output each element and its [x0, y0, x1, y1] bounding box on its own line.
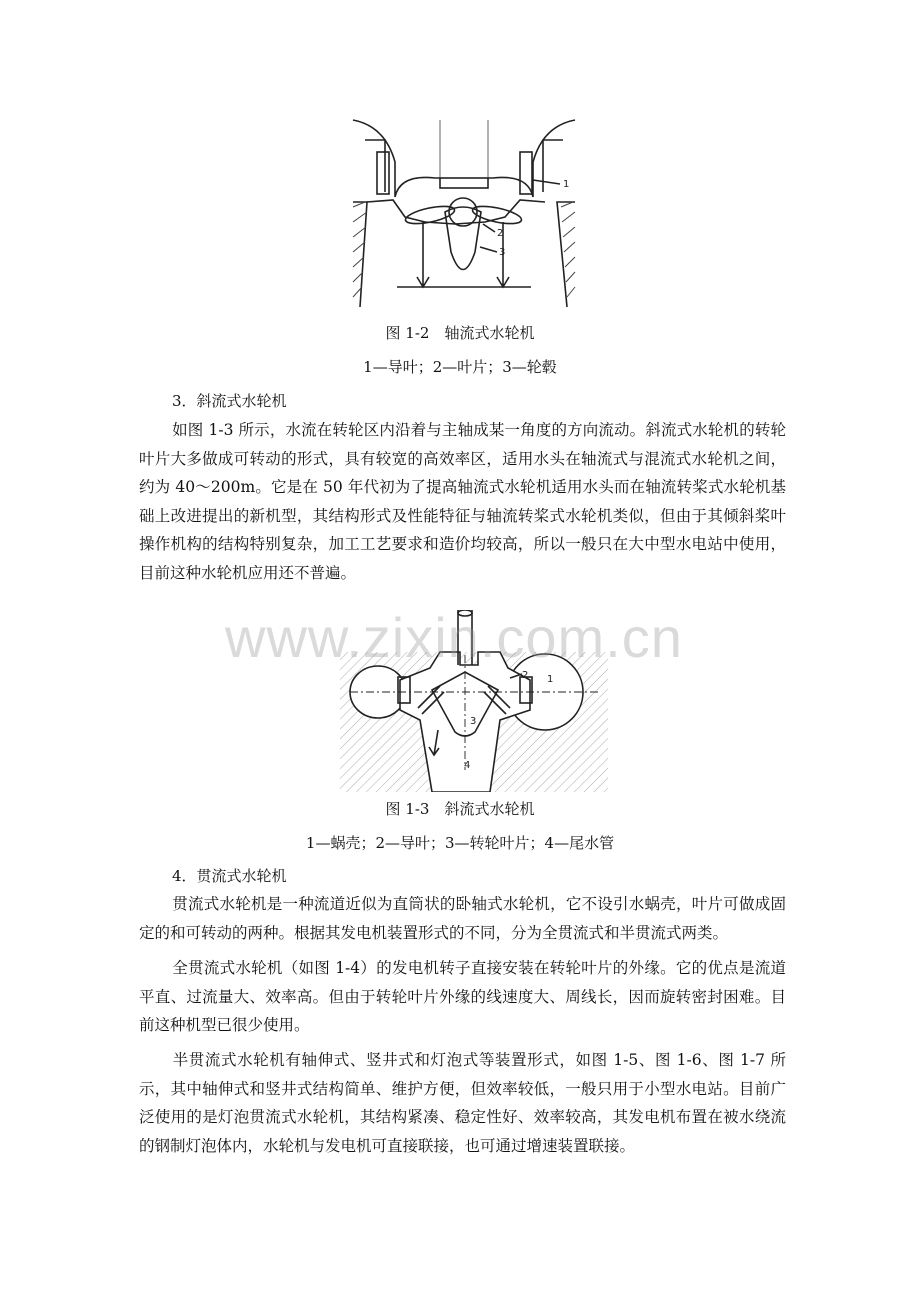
fig13-label-2: 2	[522, 670, 529, 681]
figure-1-3-caption: 图 1-3 斜流式水轮机	[385, 800, 535, 818]
section-4-heading: 4．贯流式水轮机	[172, 867, 287, 885]
watermark: www.zixin.com.cn	[225, 606, 683, 669]
fig13-label-1: 1	[547, 674, 554, 685]
section-3-paragraph	[139, 416, 786, 588]
section-4-paragraph-2	[139, 954, 786, 1040]
section-4-text-2: 全贯流式水轮机（如图 1-4）的发电机转子直接安装在转轮叶片的外缘。它的优点是流道平直、过流量大、效率高。但由于转轮叶片外缘的线速度大、周线长，因而旋转密封困难。目前这种机型已很少使用。	[139, 959, 786, 1035]
section-4-text-3: 半贯流式水轮机有轴伸式、竖井式和灯泡式等装置形式，如图 1-5、图 1-6、图 1-7 所示，其中轴伸式和竖井式结构简单、维护方便，但效率较低，一般只用于小型水电站。目前广泛使用的是灯泡贯流式水轮机，其结构紧凑、稳定性好、效率较高，其发电机布置在被水绕流的钢制灯泡体内，水轮机与发电机可直接联接，也可通过增速装置联接。	[139, 1051, 786, 1155]
section-4-text-1: 贯流式水轮机是一种流道近似为直筒状的卧轴式水轮机，它不设引水蜗壳，叶片可做成固定的和可转动的两种。根据其发电机装置形式的不同，分为全贯流式和半贯流式两类。	[139, 895, 786, 942]
figure-1-2-axial-turbine	[345, 112, 583, 312]
fig12-label-3: 3	[499, 247, 506, 258]
section-4-paragraph-3	[139, 1046, 786, 1160]
section-3-heading: 3．斜流式水轮机	[172, 392, 287, 410]
fig12-label-2: 2	[497, 228, 504, 239]
section-4-paragraph-1	[139, 890, 786, 947]
fig12-label-1: 1	[563, 179, 570, 190]
fig13-label-3: 3	[470, 716, 477, 727]
figure-1-2-caption: 图 1-2 轴流式水轮机	[385, 324, 535, 342]
fig13-label-4: 4	[464, 760, 471, 771]
figure-1-2-legend: 1—导叶；2—叶片；3—轮毂	[363, 358, 557, 376]
section-3-text: 如图 1-3 所示，水流在转轮区内沿着与主轴成某一角度的方向流动。斜流式水轮机的转轮叶片大多做成可转动的形式，具有较宽的高效率区，适用水头在轴流式与混流式水轮机之间，约为 40～200m。它是在 50 年代初为了提高轴流式水轮机适用水头而在轴流转桨式水轮机基础上改进提出的新机型，其结构形式及性能特征与轴流转桨式水轮机类似，但由于其倾斜桨叶操作机构的结构特别复杂，加工工艺要求和造价均较高，所以一般只在大中型水电站中使用，目前这种水轮机应用还不普遍。	[139, 421, 786, 582]
figure-1-3-legend: 1—蜗壳；2—导叶；3—转轮叶片；4—尾水管	[305, 834, 615, 852]
